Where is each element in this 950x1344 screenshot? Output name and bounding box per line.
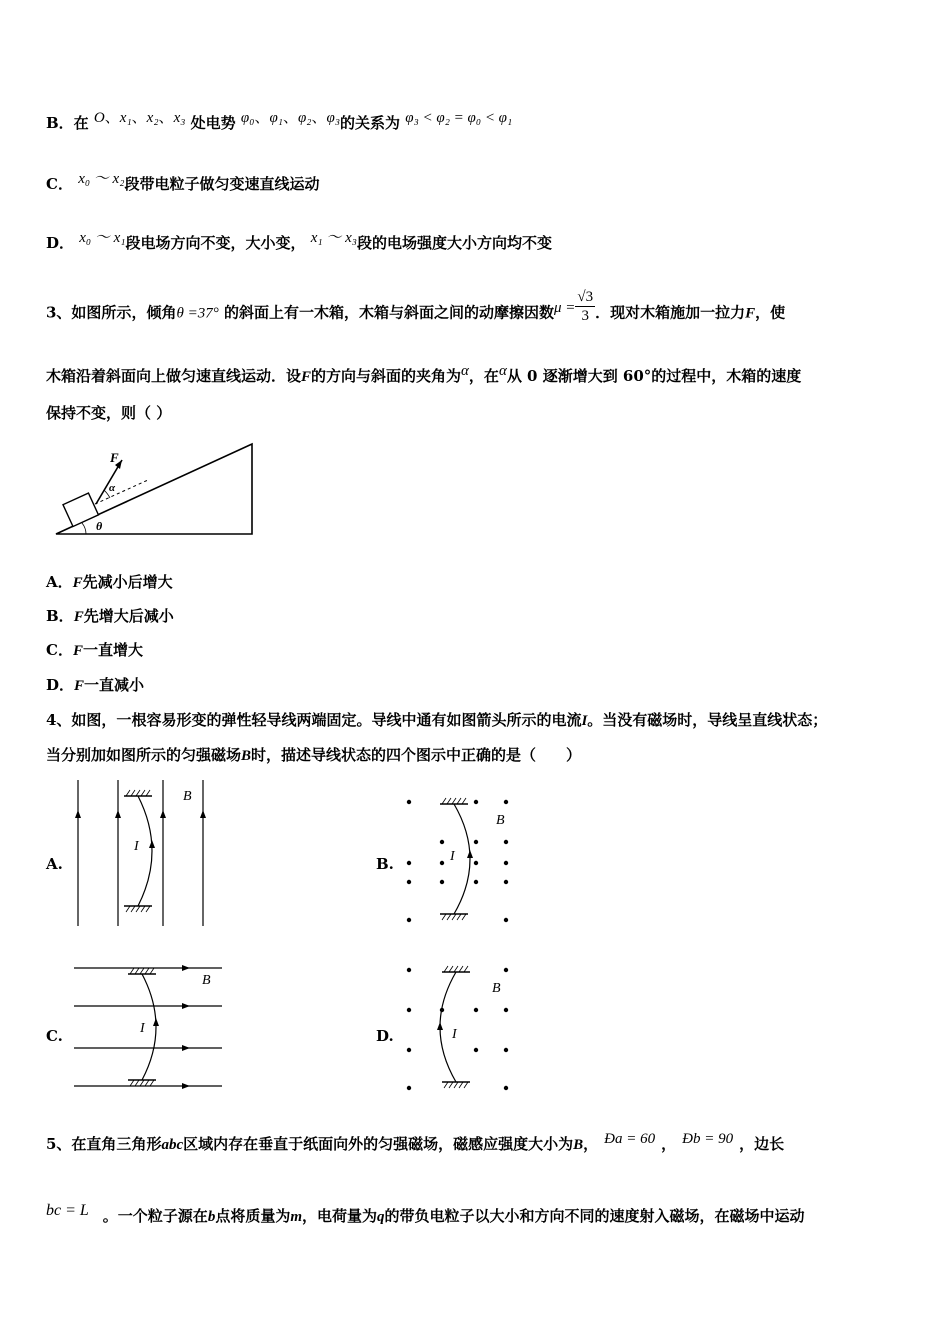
wooden-box	[63, 493, 98, 526]
current-arrow	[467, 850, 473, 858]
q3-mu-fraction	[575, 288, 595, 325]
q5-bc-expr: bc = L	[46, 1202, 89, 1219]
q3-line2-d: 从 0 逐渐增大到 60°的过程中，木箱的速度	[506, 367, 802, 385]
q2-option-b: B．在 O、x₁、x₂、x₃ 处电势 φ₀、φ₁、φ₂、φ₃的关系为 φ₃ < φ₂ = φ₀ < φ₁	[46, 108, 513, 132]
q2-option-d-range2: x₁ ～ x₃	[310, 230, 357, 246]
q5-abc: abc	[161, 1137, 184, 1153]
q2-option-c	[46, 171, 320, 195]
fig-d-b-label: B	[492, 981, 501, 996]
q3-f-symbol: F	[745, 305, 756, 322]
q3-line2-alpha: α	[461, 363, 469, 379]
current-arrow	[437, 1022, 443, 1030]
q4-stem-line2	[46, 745, 581, 766]
q4-fig-b-label: B.	[376, 855, 394, 873]
q2-option-c-text: 段带电粒子做匀变速直线运动	[124, 175, 320, 193]
q3-mu-den: 3	[581, 308, 589, 324]
q2-potential-0: φ₀	[240, 110, 255, 126]
q3-option-d-label: D．	[46, 676, 75, 694]
bent-wire	[454, 804, 470, 914]
q4-figure-a	[66, 778, 216, 928]
q4-i-symbol: I	[581, 713, 588, 729]
fig-b-b-label: B	[496, 813, 505, 828]
q2-option-d-text1: 段电场方向不变，大小变，	[125, 234, 306, 252]
q5-b-symbol: B	[573, 1137, 584, 1153]
q2-option-d-text2: 段的电场强度大小方向均不变	[357, 234, 553, 252]
q5-l2-d: 的带负电粒子以大小和方向不同的速度射入磁场，在磁场中运动	[384, 1207, 805, 1225]
q4-fig-c-label: C.	[46, 1027, 63, 1045]
q4-fig-d-label: D.	[376, 1027, 394, 1045]
q2-point-x2: x₂	[146, 110, 159, 126]
q3-option-b-f: F	[73, 609, 84, 625]
q3-option-a-label: A．	[46, 573, 73, 591]
q5-l2-c: ，电荷量为	[302, 1207, 378, 1225]
q2-option-b-label: B．在	[46, 114, 89, 132]
q5-angle-a: Ða = 60	[604, 1131, 656, 1147]
fig-a-b-label: B	[183, 789, 192, 804]
q5-m: m	[290, 1209, 302, 1225]
q4-fig-a-label: A.	[46, 855, 63, 873]
fig-alpha-label: α	[109, 482, 116, 494]
q3-line2-f: F	[301, 369, 312, 385]
q5-text-2: 区域内存在垂直于纸面向外的匀强磁场，磁感应强度大小为	[183, 1135, 574, 1153]
q4-line1-b: 。当没有磁场时，导线呈直线状态；	[587, 711, 828, 729]
current-arrow	[153, 1018, 159, 1026]
q5-text-3: ，	[583, 1135, 599, 1153]
q5-stem-line2	[46, 1202, 805, 1227]
q5-text-1: 5、在直角三角形	[46, 1135, 162, 1153]
field-dots	[407, 800, 508, 922]
q5-stem-line1	[46, 1131, 785, 1155]
q3-mu-num: √3	[577, 289, 594, 305]
field-arrowheads	[182, 965, 190, 1089]
fig-c-b-label: B	[202, 973, 211, 988]
q4-b-symbol: B	[241, 748, 252, 764]
q2-option-d-range1: x₀ ～ x₁	[79, 230, 126, 246]
q2-option-d	[46, 230, 553, 254]
q5-text-4: ，边长	[739, 1135, 785, 1153]
fig-theta-label: θ	[96, 519, 103, 533]
q5-angle-b: Ðb = 90	[682, 1131, 734, 1147]
fig-a-i-label: I	[134, 839, 139, 854]
theta-arc	[82, 523, 86, 534]
q3-line2-c: ，在	[468, 367, 499, 385]
q3-option-d	[46, 675, 144, 696]
q5-sep: ，	[661, 1135, 677, 1153]
q3-option-a-f: F	[72, 575, 83, 591]
q2-potential-1: φ₁	[269, 110, 283, 126]
q3-stem-line2	[46, 363, 802, 387]
q3-option-a-text: 先减小后增大	[82, 573, 173, 591]
q2-option-b-rel-text: 的关系为	[340, 114, 401, 132]
q2-potential-2: φ₂	[297, 110, 312, 126]
q2-point-o: O	[93, 110, 105, 126]
q3-stem-line3: 保持不变，则（ ）	[46, 404, 172, 422]
q2-point-x3: x₃	[173, 110, 186, 126]
q3-text-4: ，使	[755, 303, 786, 322]
fig-c-i-label: I	[140, 1021, 145, 1036]
q3-incline-figure	[48, 438, 260, 538]
q3-option-d-f: F	[74, 678, 85, 694]
q2-option-c-label: C．	[46, 175, 73, 193]
q4-figure-b	[398, 790, 518, 930]
q4-figure-c	[70, 960, 230, 1092]
q5-l2-a: 。一个粒子源在	[102, 1207, 208, 1225]
q3-option-a	[46, 572, 173, 593]
q4-line1-a: 4、如图，一根容易形变的弹性轻导线两端固定。导线中通有如图箭头所示的电流	[46, 711, 582, 729]
q3-line2-alpha-2: α	[498, 363, 507, 379]
bent-wire	[138, 796, 152, 906]
fig-b-i-label: I	[450, 849, 455, 864]
q2-relation: φ₃ < φ₂ = φ₀ < φ₁	[405, 110, 513, 126]
q2-option-c-range: x₀ ～ x₂	[78, 171, 125, 187]
field-arrowheads	[75, 810, 206, 818]
q3-option-c-label: C．	[46, 641, 73, 659]
q2-potential-3: φ₃	[326, 110, 341, 126]
q3-line2-b: 的方向与斜面的夹角为	[311, 367, 462, 385]
q3-line2-a: 木箱沿着斜面向上做匀速直线运动．设	[46, 367, 302, 385]
q4-figure-d	[398, 958, 518, 1098]
q3-text-2: 的斜面上有一木箱，木箱与斜面之间的动摩擦因数	[223, 303, 554, 322]
q3-mu-label: μ =	[553, 299, 576, 316]
q3-option-b-label: B．	[46, 607, 74, 625]
fig-d-i-label: I	[452, 1027, 457, 1042]
q3-stem-line1	[46, 289, 786, 325]
q3-text-1: 3、如图所示，倾角	[46, 303, 177, 322]
q3-option-c	[46, 640, 143, 661]
q3-option-c-text: 一直增大	[82, 641, 143, 659]
q3-option-d-text: 一直减小	[84, 676, 145, 694]
q4-line2-a: 当分别加如图所示的匀强磁场	[46, 746, 242, 764]
current-arrow	[149, 840, 155, 848]
q5-q: q	[377, 1209, 385, 1225]
fig-f-label: F	[110, 450, 119, 465]
q3-theta-expr: θ =37°	[176, 305, 219, 322]
q2-point-x1: x₁	[119, 110, 132, 126]
q3-option-b	[46, 606, 174, 627]
q3-text-3: ．现对木箱施加一拉力	[595, 303, 746, 322]
q5-l2-b: 点将质量为	[215, 1207, 291, 1225]
q3-option-c-f: F	[72, 643, 83, 659]
q3-option-b-text: 先增大后减小	[83, 607, 174, 625]
q4-line2-b: 时，描述导线状态的四个图示中正确的是（ ）	[251, 746, 582, 764]
q4-stem-line1	[46, 710, 827, 731]
q2-option-d-label: D．	[46, 234, 75, 252]
q2-option-b-mid: 处电势	[190, 114, 236, 132]
q5-b-point: b	[207, 1209, 216, 1225]
